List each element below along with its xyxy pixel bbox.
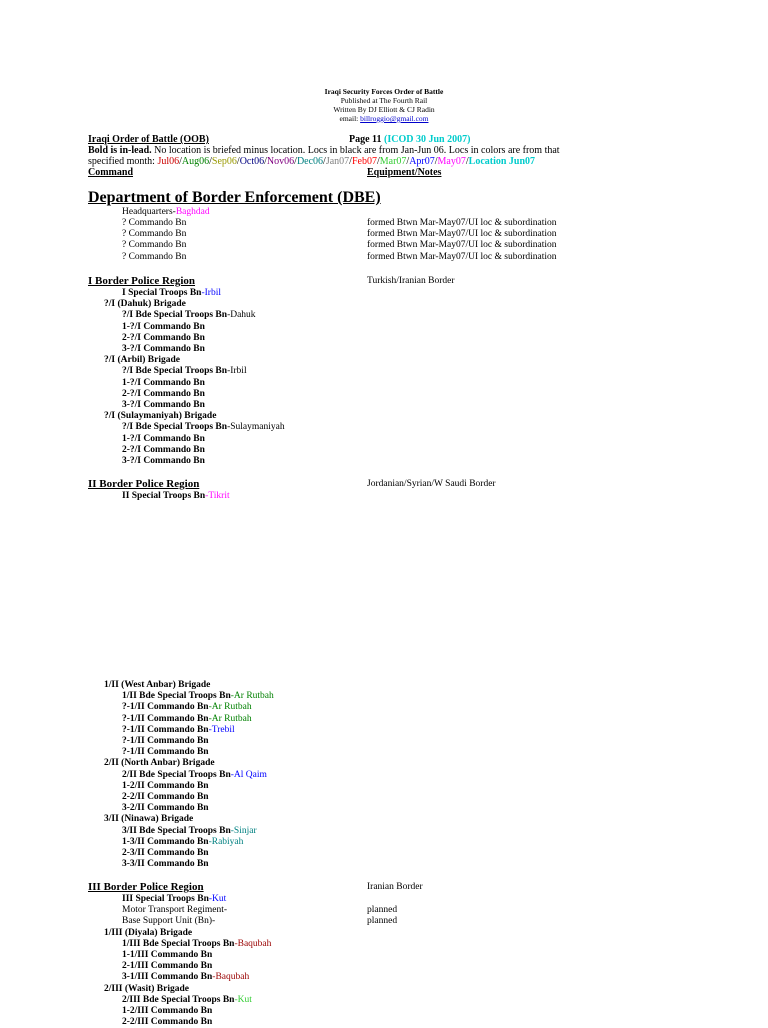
unit-name: 2/II Bde Special Troops Bn [122, 769, 231, 780]
email-label: email: [339, 114, 359, 123]
unit-row [122, 972, 249, 983]
unit-name: I Special Troops Bn [122, 288, 202, 298]
unit-row [122, 456, 205, 467]
legend-month: Nov06 [266, 156, 295, 167]
unit-name: 2-1/III Commando Bn [122, 961, 213, 972]
unit-location: -Irbil [227, 366, 247, 377]
unit-row [122, 837, 243, 848]
icod-date: (ICOD 30 Jun 2007) [384, 134, 471, 145]
legend-month: Location Jun07 [468, 156, 536, 167]
unit-row [104, 928, 192, 939]
legend-month: Jan07 [325, 156, 350, 167]
unit-row [122, 322, 205, 333]
legend-month: Sep06 [211, 156, 237, 167]
unit-row [122, 378, 205, 389]
region-title: I Border Police Region [88, 275, 196, 287]
commando-row: ? Commando Bn [122, 218, 187, 228]
unit-row [122, 736, 209, 747]
email-line [0, 114, 768, 123]
unit-row [122, 366, 247, 377]
unit-name: 1/III (Diyala) Brigade [104, 927, 193, 938]
commando-note: formed Btwn Mar-May07/UI loc & subordination [367, 240, 557, 251]
unit-name: 2/III (Wasit) Brigade [104, 983, 189, 994]
unit-name: 3/II Bde Special Troops Bn [122, 825, 231, 836]
unit-name: 1-2/II Commando Bn [122, 780, 209, 791]
unit-name: 1-2/III Commando Bn [122, 1006, 213, 1016]
unit-row [122, 950, 212, 961]
unit-row [122, 770, 267, 781]
email-link[interactable]: billroggio@gmail.com [360, 114, 429, 123]
unit-row [122, 747, 209, 758]
legend-separator: / [179, 156, 182, 167]
department-title: Department of Border Enforcement (DBE) [88, 189, 381, 206]
unit-name: ?/I Bde Special Troops Bn [122, 366, 228, 377]
unit-location: -Kut [234, 994, 252, 1005]
unit-row [122, 916, 215, 927]
unit-name: II Special Troops Bn [122, 491, 206, 501]
page-label: Page 11 [349, 134, 382, 145]
unit-name: ?/I (Dahuk) Brigade [104, 299, 186, 310]
legend-text: No location is briefed minus location. Locs in black are from Jan-Jun 06. Locs in colors are from that [151, 145, 560, 156]
unit-row [122, 714, 252, 725]
unit-row [122, 288, 221, 299]
unit-location: -Kut [208, 894, 227, 904]
unit-row [122, 1006, 212, 1017]
unit-name: 3-2/II Commando Bn [122, 803, 209, 814]
region-title: III Border Police Region [88, 881, 204, 893]
unit-location: -Baqubah [212, 972, 250, 983]
unit-name: 3/II (Ninawa) Brigade [104, 814, 194, 825]
unit-name: ?/I Bde Special Troops Bn [122, 422, 228, 433]
hq-label: Headquarters- [122, 207, 176, 217]
unit-row [122, 445, 205, 456]
legend-separator: / [406, 156, 410, 167]
unit-row [122, 1017, 212, 1028]
region-note: Jordanian/Syrian/W Saudi Border [367, 479, 496, 489]
legend-months-prefix: specified month: [88, 156, 158, 167]
unit-name: 2/II (North Anbar) Brigade [104, 758, 215, 769]
unit-row [122, 725, 235, 736]
unit-name: ?-1/II Commando Bn [122, 747, 209, 758]
unit-name: ?-1/II Commando Bn [122, 736, 209, 746]
legend-month: Mar07 [379, 156, 407, 167]
unit-row [122, 995, 252, 1006]
unit-note: planned [367, 916, 398, 927]
unit-name: 1-?/I Commando Bn [122, 377, 205, 388]
authors-line: Written By DJ Elliott & CJ Radin [333, 105, 435, 114]
unit-name: 1-?/I Commando Bn [122, 433, 205, 444]
legend-month: Oct06 [239, 156, 265, 167]
legend-line-2 [88, 156, 535, 168]
unit-name: ?-1/II Commando Bn [122, 724, 209, 735]
unit-name: 3-?/I Commando Bn [122, 456, 205, 466]
unit-name: ?-1/II Commando Bn [122, 702, 209, 713]
unit-name: 1-1/III Commando Bn [122, 950, 213, 960]
unit-location: -Al Qaim [230, 769, 267, 780]
unit-row [122, 792, 209, 803]
region-note: Turkish/Iranian Border [367, 276, 455, 286]
unit-row [122, 491, 230, 502]
unit-name: ?/I Bde Special Troops Bn [122, 310, 228, 321]
unit-row [104, 984, 189, 995]
unit-name: ?/I (Arbil) Brigade [104, 355, 180, 366]
commando-note: formed Btwn Mar-May07/UI loc & subordination [367, 251, 557, 262]
unit-name: 1/II Bde Special Troops Bn [122, 691, 231, 702]
unit-name: 2/III Bde Special Troops Bn [122, 994, 235, 1005]
unit-note: planned [367, 905, 398, 916]
unit-row [122, 702, 252, 713]
commando-row: ? Commando Bn [122, 240, 187, 251]
commando-note: formed Btwn Mar-May07/UI loc & subordination [367, 229, 557, 240]
unit-location: -Trebil [208, 724, 235, 735]
unit-name: 1/III Bde Special Troops Bn [122, 938, 235, 949]
unit-name: 3-1/III Commando Bn [122, 972, 213, 983]
unit-row [104, 355, 180, 366]
unit-name: 1-?/I Commando Bn [122, 321, 205, 332]
commando-row: ? Commando Bn [122, 251, 187, 262]
legend-separator: / [236, 156, 240, 167]
legend-month: Feb07 [351, 156, 377, 167]
unit-row [122, 803, 209, 814]
unit-row [122, 422, 285, 433]
unit-location: -Tikrit [205, 491, 230, 501]
hq-location: Baghdad [175, 207, 210, 217]
unit-row [122, 389, 205, 400]
unit-name: 3-3/II Commando Bn [122, 859, 209, 870]
legend-month: Dec06 [296, 156, 324, 167]
unit-row [122, 961, 212, 972]
legend-separator: / [465, 156, 469, 167]
unit-name: ?/I (Sulaymaniyah) Brigade [104, 411, 217, 422]
unit-row [122, 859, 209, 870]
oob-label: Iraqi Order of Battle (OOB) [88, 134, 209, 145]
legend-month: Jul06 [157, 156, 180, 167]
legend-separator: / [434, 156, 438, 167]
unit-row [122, 400, 205, 411]
legend-separator: / [349, 156, 352, 167]
unit-location: -Irbil [201, 288, 221, 298]
headquarters-row [122, 207, 210, 218]
unit-location: -Ar Rutbah [230, 691, 274, 702]
unit-name: ?-1/II Commando Bn [122, 713, 209, 724]
unit-row [122, 826, 257, 837]
unit-location: -Ar Rutbah [208, 702, 252, 713]
unit-name: 2-3/II Commando Bn [122, 848, 209, 858]
commando-note: formed Btwn Mar-May07/UI loc & subordination [367, 218, 557, 228]
unit-location: -Rabiyah [208, 836, 244, 847]
unit-location: -Dahuk [227, 310, 256, 321]
unit-row [104, 411, 216, 422]
legend-separator: / [323, 156, 326, 167]
unit-name: 1-3/II Commando Bn [122, 836, 209, 847]
unit-row [122, 905, 227, 916]
unit-name: 2-2/II Commando Bn [122, 792, 209, 802]
region-title: II Border Police Region [88, 478, 200, 490]
legend-separator: / [376, 156, 380, 167]
unit-row [122, 781, 209, 792]
unit-row [122, 848, 209, 859]
unit-row [104, 299, 186, 310]
unit-name: 2-?/I Commando Bn [122, 332, 205, 343]
unit-name: 2-?/I Commando Bn [122, 444, 205, 455]
unit-name: 2-2/III Commando Bn [122, 1017, 213, 1028]
unit-row [104, 680, 210, 691]
unit-row [122, 894, 226, 905]
unit-row [122, 344, 205, 355]
legend-month: Apr07 [409, 156, 435, 167]
equipment-column-header: Equipment/Notes [367, 167, 442, 178]
unit-location: -Ar Rutbah [208, 713, 252, 724]
unit-location: -Sinjar [230, 825, 257, 836]
commando-row: ? Commando Bn [122, 229, 187, 240]
unit-name: 1/II (West Anbar) Brigade [104, 680, 211, 690]
unit-row [122, 310, 256, 321]
unit-location: -Baqubah [234, 938, 272, 949]
unit-name: 3-?/I Commando Bn [122, 344, 205, 354]
unit-name: Base Support Unit (Bn)- [122, 916, 216, 927]
unit-row [104, 758, 215, 769]
unit-row [104, 814, 193, 825]
legend-months [157, 156, 535, 167]
legend-bold: Bold is in-lead. [88, 145, 152, 156]
unit-row [122, 434, 205, 445]
unit-row [122, 939, 271, 950]
legend-separator: / [264, 156, 267, 167]
document-title: Iraqi Security Forces Order of Battle [324, 87, 444, 96]
unit-name: 2-?/I Commando Bn [122, 388, 205, 399]
legend-separator: / [209, 156, 212, 167]
legend-month: Aug06 [181, 156, 210, 167]
unit-row [122, 691, 274, 702]
command-column-header: Command [88, 167, 134, 178]
legend-separator: / [294, 156, 297, 167]
region-note: Iranian Border [367, 882, 423, 892]
published-line: Published at The Fourth Rail [340, 96, 428, 105]
legend-month: May07 [437, 156, 466, 167]
unit-row [122, 333, 205, 344]
unit-name: 3-?/I Commando Bn [122, 400, 205, 410]
unit-location: -Sulaymaniyah [227, 422, 285, 433]
unit-name: III Special Troops Bn [122, 894, 209, 904]
unit-name: Motor Transport Regiment- [122, 905, 228, 916]
